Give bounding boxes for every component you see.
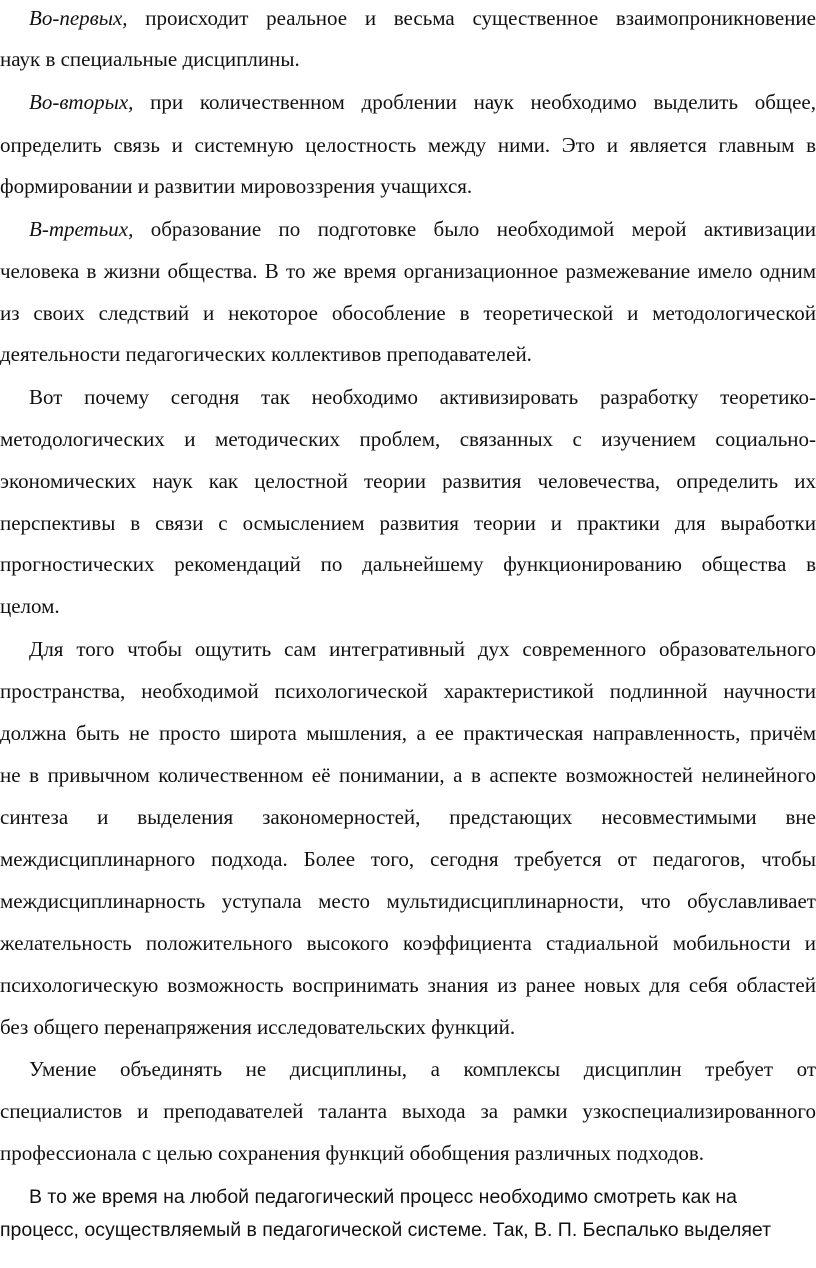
p4-line-2: методологических и методических проблем, связанных с изучением социально- xyxy=(0,427,816,451)
text-span: происходит реальное и весьма существенное взаимопроникновение xyxy=(127,6,816,30)
text-span: образование по подготовке было необходимой мерой активизации xyxy=(133,217,816,241)
p5-line-1: Для того чтобы ощутить сам интегративный дух современного образовательного xyxy=(29,637,816,661)
p5-line-10: без общего перенапряжения исследовательских функций. xyxy=(0,1015,516,1039)
p4-line-1: Вот почему сегодня так необходимо активизировать разработку теоретико- xyxy=(29,385,816,409)
p7-line-2: процесс, осуществляемый в педагогической системе. Так, В. П. Беспалько выделяет xyxy=(0,1219,772,1241)
p5-line-5: синтеза и выделения закономерностей, предстающих несовместимыми вне xyxy=(0,805,816,829)
p6-line-2: специалистов и преподавателей таланта выхода за рамки узкоспециализированного xyxy=(0,1099,816,1123)
p3-lead: В-третьих, xyxy=(29,217,134,241)
p2-lead: Во-вторых, xyxy=(29,90,134,114)
p7-line-1: В то же время на любой педагогический процесс необходимо смотреть как на xyxy=(29,1186,737,1208)
p5-line-7: междисциплинарность уступала место мультидисциплинарности, что обуславливает xyxy=(0,889,816,913)
p4-line-6: целом. xyxy=(0,594,60,618)
p4-line-4: перспективы в связи с осмыслением развития теории и практики для выработки xyxy=(0,511,816,535)
p1-line-1 xyxy=(0,4,816,32)
p3-line-3: из своих следствий и некоторое обособление в теоретической и методологической xyxy=(0,301,816,325)
p2-line-3: формировании и развитии мировоззрения учащихся. xyxy=(0,174,473,198)
p1-lead: Во-первых, xyxy=(29,6,128,30)
p6-line-1: Умение объединять не дисциплины, а комплексы дисциплин требует от xyxy=(29,1057,816,1081)
p2-line-2: определить связь и системную целостность между ними. Это и является главным в xyxy=(0,133,816,157)
p5-line-2: пространства, необходимой психологической характеристикой подлинной научности xyxy=(0,679,816,703)
p2-line-1 xyxy=(0,88,816,116)
p5-line-9: психологическую возможность воспринимать знания из ранее новых для себя областей xyxy=(0,973,816,997)
p4-line-3: экономических наук как целостной теории развития человечества, определить их xyxy=(0,469,816,493)
p6-line-3: профессионала с целью сохранения функций обобщения различных подходов. xyxy=(0,1141,705,1165)
p3-line-4: деятельности педагогических коллективов преподавателей. xyxy=(0,342,532,366)
p5-line-8: желательность положительного высокого коэффициента стадиальной мобильности и xyxy=(0,931,816,955)
p5-line-4: не в привычном количественном её понимании, а в аспекте возможностей нелинейного xyxy=(0,763,816,787)
p3-line-2: человека в жизни общества. В то же время организационное размежевание имело одним xyxy=(0,259,816,283)
p1-line-2: наук в специальные дисциплины. xyxy=(0,47,300,71)
p4-line-5: прогностических рекомендаций по дальнейшему функционированию общества в xyxy=(0,552,816,576)
text-span: при количественном дроблении наук необходимо выделить общее, xyxy=(133,90,816,114)
p5-line-3: должна быть не просто широта мышления, а ее практическая направленность, причём xyxy=(0,721,816,745)
p3-line-1 xyxy=(0,215,816,243)
p5-line-6: междисциплинарного подхода. Более того, сегодня требуется от педагогов, чтобы xyxy=(0,847,816,871)
